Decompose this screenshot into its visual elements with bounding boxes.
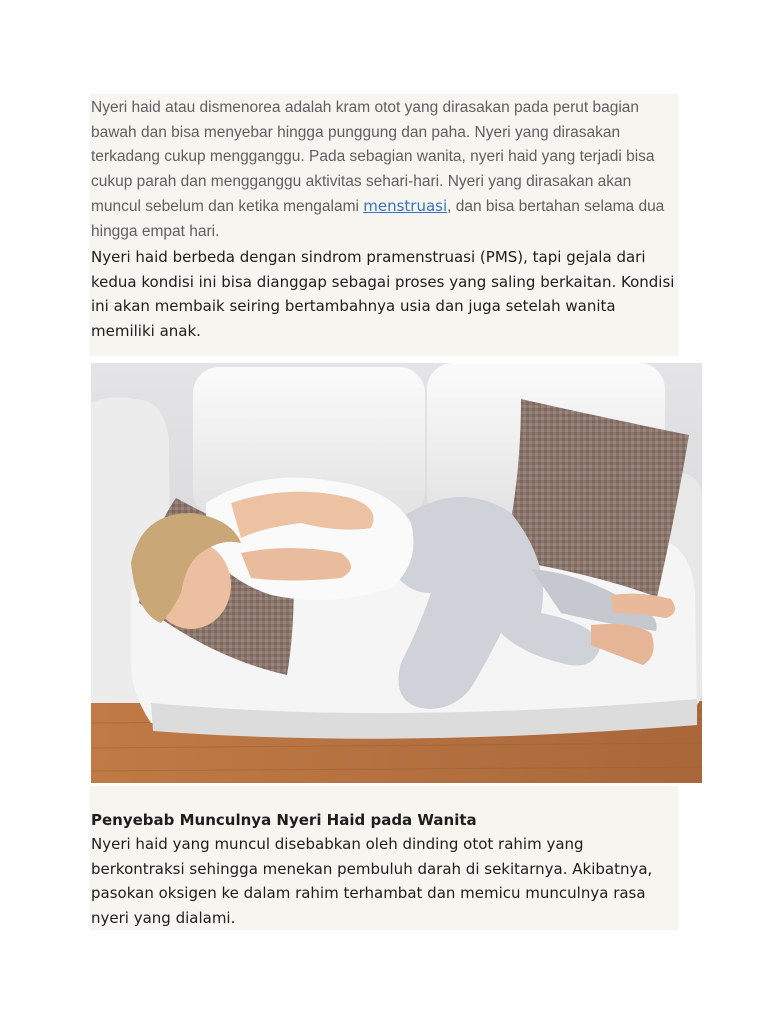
intro-text-end: , dan bisa bertahan selama dua hingga empat hari. <box>91 198 665 240</box>
photo-illustration <box>91 363 702 783</box>
intro-paragraph <box>91 96 673 245</box>
section-heading: Penyebab Munculnya Nyeri Haid pada Wanita <box>91 811 477 829</box>
pms-paragraph: Nyeri haid berbeda dengan sindrom pramenstruasi (PMS), tapi gejala dari kedua kondisi ini bisa dianggap sebagai proses yang saling berkaitan. Kondisi ini akan membaik seiring bertambahnya usia dan juga setelah wanita memiliki anak. <box>91 248 675 340</box>
section-paragraph: Nyeri haid yang muncul disebabkan oleh dinding otot rahim yang berkontraksi sehingga menekan pembuluh darah di sekitarnya. Akibatnya, pasokan oksigen ke dalam rahim terhambat dan memicu munculnya rasa nyeri yang dialami. <box>91 835 653 927</box>
intro-text: Nyeri haid atau dismenorea adalah kram otot yang dirasakan pada perut bagian bawah dan bisa menyebar hingga punggung dan paha. Nyeri yang dirasakan terkadang cukup mengganggu. Pada sebagian wanita, nyeri haid yang terjadi bisa cukup parah dan mengganggu aktivitas sehari-hari. Nyeri yang dirasakan akan muncul sebelum dan ketika mengalami <box>91 99 655 216</box>
menstruasi-link[interactable]: menstruasi <box>363 197 448 216</box>
woman-on-sofa-photo <box>91 363 702 783</box>
arm-lower <box>241 548 351 581</box>
